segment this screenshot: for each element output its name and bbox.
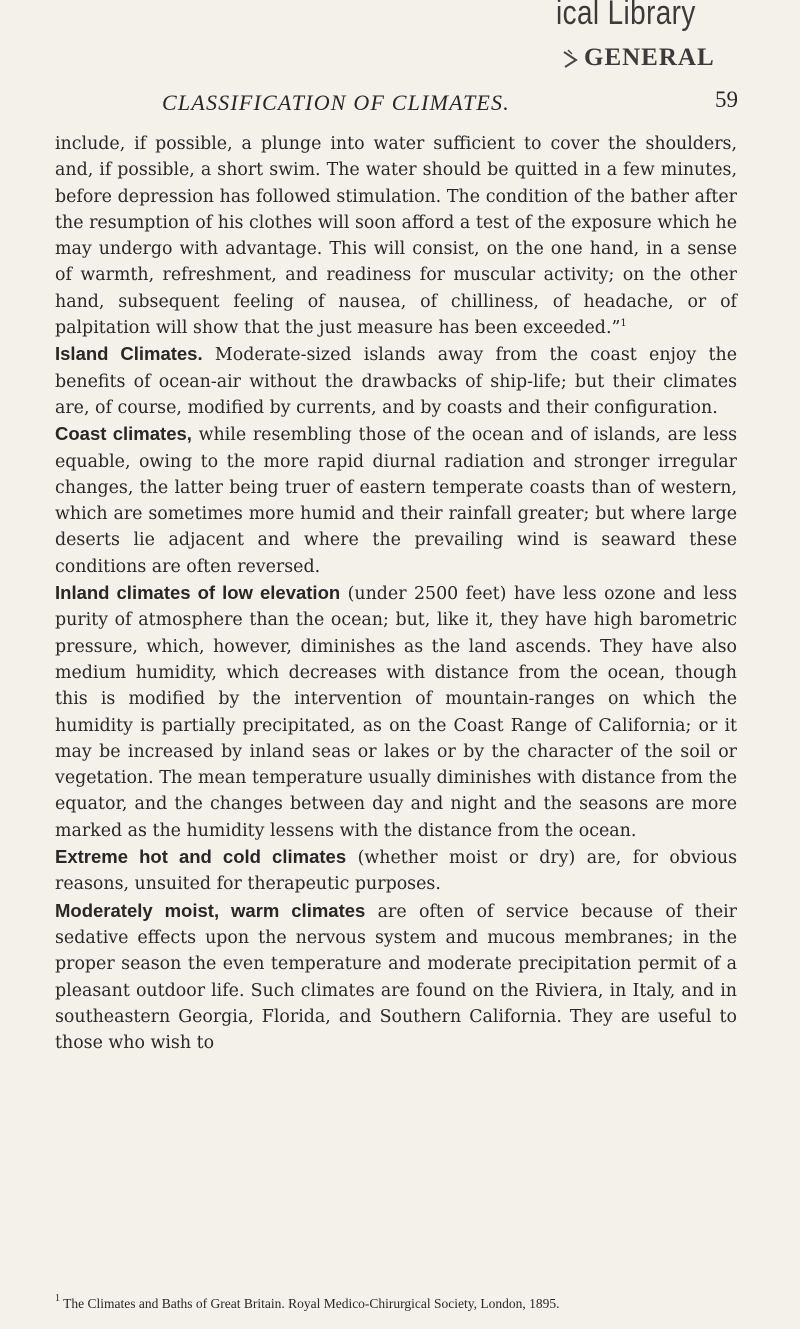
running-head: CLASSIFICATION OF CLIMATES. <box>162 90 510 115</box>
stamp-general-text: GENERAL <box>584 44 715 71</box>
footnote-reference: 1 <box>620 318 627 330</box>
paragraph-text: (under 2500 feet) have less ozone and less purity of atmosphere than the ocean; but, like it, they have high barometric pressure, which, however, diminishes as the land ascends. They have also medium humidity, which decreases with distance from the ocean, though this is modified by the intervention of mountain-ranges on which the humidity is partially precipitated, as on the Coast Range of California; or it may be increased by inland seas or lakes or by the character of the soil or vegetation. The mean temperature usually diminishes with distance from the equator, and the changes between day and night and the seasons are more marked as the humidity lessens with the distance from the ocean. <box>55 584 737 841</box>
run-in-heading: Moderately moist, warm climates <box>55 899 366 921</box>
run-in-heading: Inland climates of low elevation <box>55 582 341 604</box>
library-stamp <box>556 0 796 84</box>
paragraph-inland-climates <box>55 580 737 844</box>
run-in-heading: Extreme hot and cold climates <box>55 846 347 868</box>
paragraph-extreme-climates <box>55 844 737 898</box>
footnote-marker: 1 <box>55 1293 60 1304</box>
paragraph-continuation <box>55 131 737 341</box>
page-number: 59 <box>715 87 738 112</box>
stamp-library-text: ical Library <box>556 0 696 32</box>
paragraph-moist-warm-climates <box>55 898 737 1057</box>
body-text <box>55 131 737 1056</box>
run-in-heading: Coast climates, <box>55 423 192 445</box>
paragraph-text: are often of service because of their sedative effects upon the nervous system and mucous membranes; in the proper season the even temperature and moderate precipitation permit of a pleasant outdoor life. Such climates are found on the Riviera, in Italy, and in southeastern Georgia, Florida, and Southern California. They are useful to those who wish to <box>55 901 737 1054</box>
paragraph-text: Moderate-sized islands away from the coast enjoy the benefits of ocean-air without the drawbacks of ship-life; but their climates are, of course, modified by currents, and by coasts and their configuration. <box>55 345 737 418</box>
paragraph-text: while resembling those of the ocean and of islands, are less equable, owing to the more rapid diurnal radiation and stronger irregular changes, the latter being truer of eastern temperate coasts than of western, which are sometimes more humid and their rainfall greater; but where large deserts lie adjacent and where the prevailing wind is seaward these conditions are often reversed. <box>55 425 737 577</box>
paragraph-island-climates <box>55 341 737 421</box>
paragraph-text: include, if possible, a plunge into water sufficient to cover the shoulders, and, if possible, a short swim. The water should be quitted in a few minutes, before depression has followed stimulation. The condition of the bather after the resumption of his clothes will soon afford a test of the exposure which he may undergo with advantage. This will consist, on the one hand, in a sense of warmth, refreshment, and readiness for muscular activity; on the other hand, subsequent feeling of nausea, of chilliness, of headache, or of palpitation will show that the just measure has been exceeded.” <box>55 134 737 339</box>
run-in-heading: Island Climates. <box>55 343 203 365</box>
stamp-mark-icon <box>562 48 580 70</box>
footnote-text: The Climates and Baths of Great Britain. Royal Medico-Chirurgical Society, London, 1895. <box>60 1296 560 1311</box>
paragraph-coast-climates <box>55 421 737 580</box>
paragraph-text: (whether moist or dry) are, for obvious reasons, unsuited for therapeutic purposes. <box>55 848 737 895</box>
footnote <box>55 1293 755 1312</box>
